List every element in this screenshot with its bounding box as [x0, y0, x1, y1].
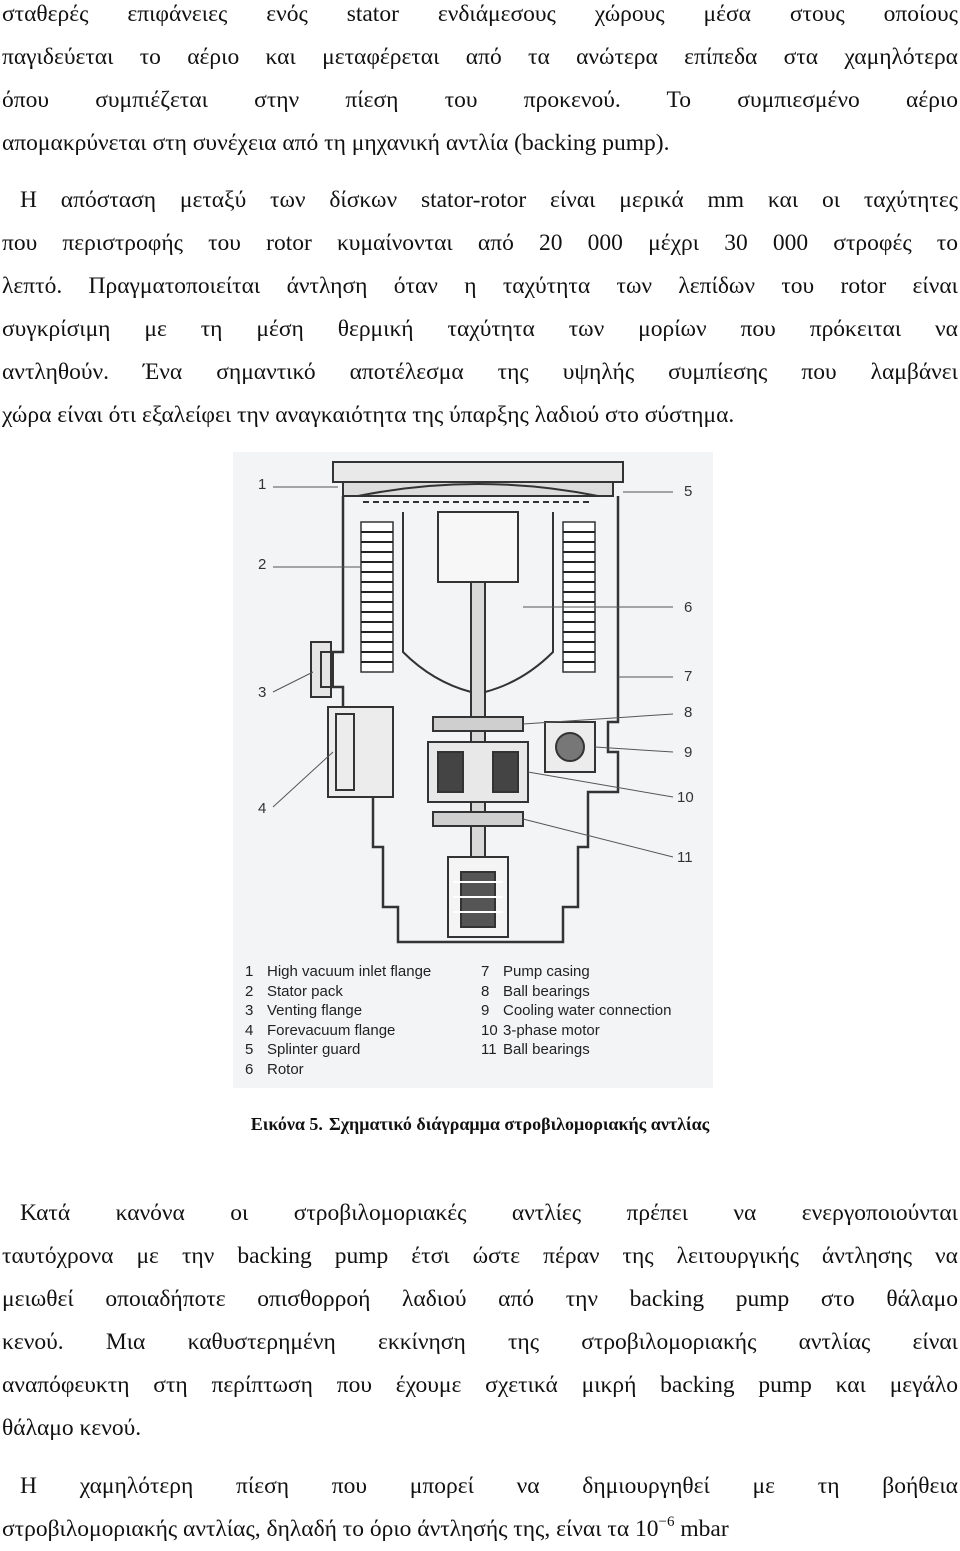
exponent: −6: [658, 1514, 675, 1530]
text-line: αντληθούν. Ένα σημαντικό αποτέλεσμα της υψηλής συμπίεσης που λαμβάνει: [2, 359, 958, 385]
legend-entry: [245, 982, 431, 1002]
caption-text: Σχηματικό διάγραμμα στροβιλομοριακής αντλίας: [328, 1114, 710, 1134]
legend-label: Venting flange: [267, 1002, 363, 1019]
turbomolecular-pump-diagram: [233, 452, 713, 1088]
figure-legend-right: [481, 962, 671, 1060]
legend-number: 2: [245, 982, 254, 1000]
legend-label: Ball bearings: [503, 982, 590, 1000]
legend-number: 9: [481, 1002, 490, 1019]
text-line: σταθερές επιφάνειες ενός stator ενδιάμεσους χώρους μέσα στους οποίους: [2, 1, 958, 27]
text-line: λεπτό. Πραγματοποιείται άντληση όταν η ταχύτητα των λεπίδων του rotor είναι: [2, 273, 958, 299]
callout-number: 10: [677, 789, 694, 806]
legend-entry: [245, 1040, 431, 1060]
text-line: Κατά κανόνα οι στροβιλομοριακές αντλίες πρέπει να ενεργοποιούνται: [20, 1200, 958, 1226]
paragraph-backing-pump-start: [2, 1192, 958, 1450]
legend-number: 4: [245, 1021, 254, 1039]
legend-entry: [481, 962, 671, 982]
text-line: ταυτόχρονα με την backing pump έτσι ώστε πέραν της λειτουργικής άντλησης να: [2, 1243, 958, 1269]
legend-number: 7: [481, 963, 490, 980]
text-line: μειωθεί οποιαδήποτε οπισθορροή λαδιού από την backing pump στο θάλαμο: [2, 1286, 958, 1312]
text-line: παγιδεύεται το αέριο και μεταφέρεται από τα ανώτερα επίπεδα στα χαμηλότερα: [2, 44, 958, 70]
text-line: χώρα είναι ότι εξαλείφει την αναγκαιότητα της ύπαρξης λαδιού στο σύστημα.: [2, 402, 735, 428]
legend-entry: [481, 982, 671, 1002]
unit: mbar: [680, 1516, 729, 1542]
legend-number: 3: [245, 1002, 254, 1019]
legend-number: 6: [245, 1060, 254, 1078]
text-line: αναπόφευκτη στη περίπτωση που έχουμε σχετικά μικρή backing pump και μεγάλο: [2, 1372, 958, 1398]
callout-number: 5: [684, 483, 693, 500]
callout-number: 8: [684, 704, 693, 721]
figure-legend-left: [245, 962, 431, 1079]
legend-label: Cooling water connection: [503, 1002, 672, 1019]
legend-label: Splinter guard: [267, 1041, 361, 1058]
legend-label: High vacuum inlet flange: [267, 963, 432, 980]
callout-number: 6: [684, 599, 693, 616]
legend-entry: [245, 962, 431, 982]
legend-label: Ball bearings: [503, 1041, 590, 1058]
paragraph-ultimate-pressure: [2, 1465, 958, 1551]
callout-number: 7: [684, 668, 693, 685]
callout-number: 4: [258, 800, 267, 817]
legend-entry: [245, 1001, 431, 1021]
callout-number: 1: [258, 476, 267, 493]
text-line: Η χαμηλότερη πίεση που μπορεί να δημιουργηθεί με τη βοήθεια: [20, 1473, 958, 1499]
callout-number: 9: [684, 744, 693, 761]
legend-label: Pump casing: [503, 963, 590, 980]
text-segment: στροβιλομοριακής αντλίας, δηλαδή το όριο άντλησής της, είναι τα 10: [2, 1516, 659, 1542]
callout-number: 3: [258, 684, 267, 701]
callout-number: 11: [677, 849, 693, 866]
callout-number: 2: [258, 556, 267, 573]
text-line: κενού. Μια καθυστερημένη εκκίνηση της στροβιλομοριακής αντλίας είναι: [2, 1329, 958, 1355]
text-line: Η απόσταση μεταξύ των δίσκων stator-rotor είναι μερικά mm και οι ταχύτητες: [20, 187, 958, 213]
legend-entry: [245, 1021, 431, 1041]
text-line: όπου συμπιέζεται στην πίεση του προκενού. Το συμπιεσμένο αέριο: [2, 87, 958, 113]
legend-entry: [481, 1001, 671, 1021]
pump-cross-section-drawing: [233, 452, 713, 962]
legend-label: Stator pack: [267, 982, 343, 1000]
legend-label: 3-phase motor: [503, 1021, 600, 1039]
caption-label: Εικόνα 5.: [250, 1114, 323, 1134]
legend-label: Forevacuum flange: [267, 1021, 396, 1039]
legend-number: 8: [481, 982, 490, 1000]
text-line: που περιστροφής του rotor κυμαίνονται από 20 000 μέχρι 30 000 στροφές το: [2, 230, 958, 256]
text-line-with-exponent: [2, 1508, 958, 1551]
legend-entry: [481, 1040, 671, 1060]
text-line: θάλαμο κενού.: [2, 1415, 142, 1441]
legend-number: 5: [245, 1041, 254, 1058]
legend-number: 11: [481, 1041, 497, 1058]
legend-entry: [481, 1021, 671, 1041]
legend-number: 1: [245, 963, 254, 980]
text-line: συγκρίσιμη με τη μέση θερμική ταχύτητα των μορίων που πρόκειται να: [2, 316, 958, 342]
paragraph-rotor-speed: [2, 179, 958, 437]
figure-caption: [0, 1114, 960, 1135]
text-line: απομακρύνεται στη συνέχεια από τη μηχανική αντλία (backing pump).: [2, 130, 670, 156]
legend-number: 10: [481, 1021, 498, 1039]
legend-entry: [245, 1060, 431, 1080]
paragraph-stator-description: [2, 0, 958, 165]
legend-label: Rotor: [267, 1060, 304, 1078]
